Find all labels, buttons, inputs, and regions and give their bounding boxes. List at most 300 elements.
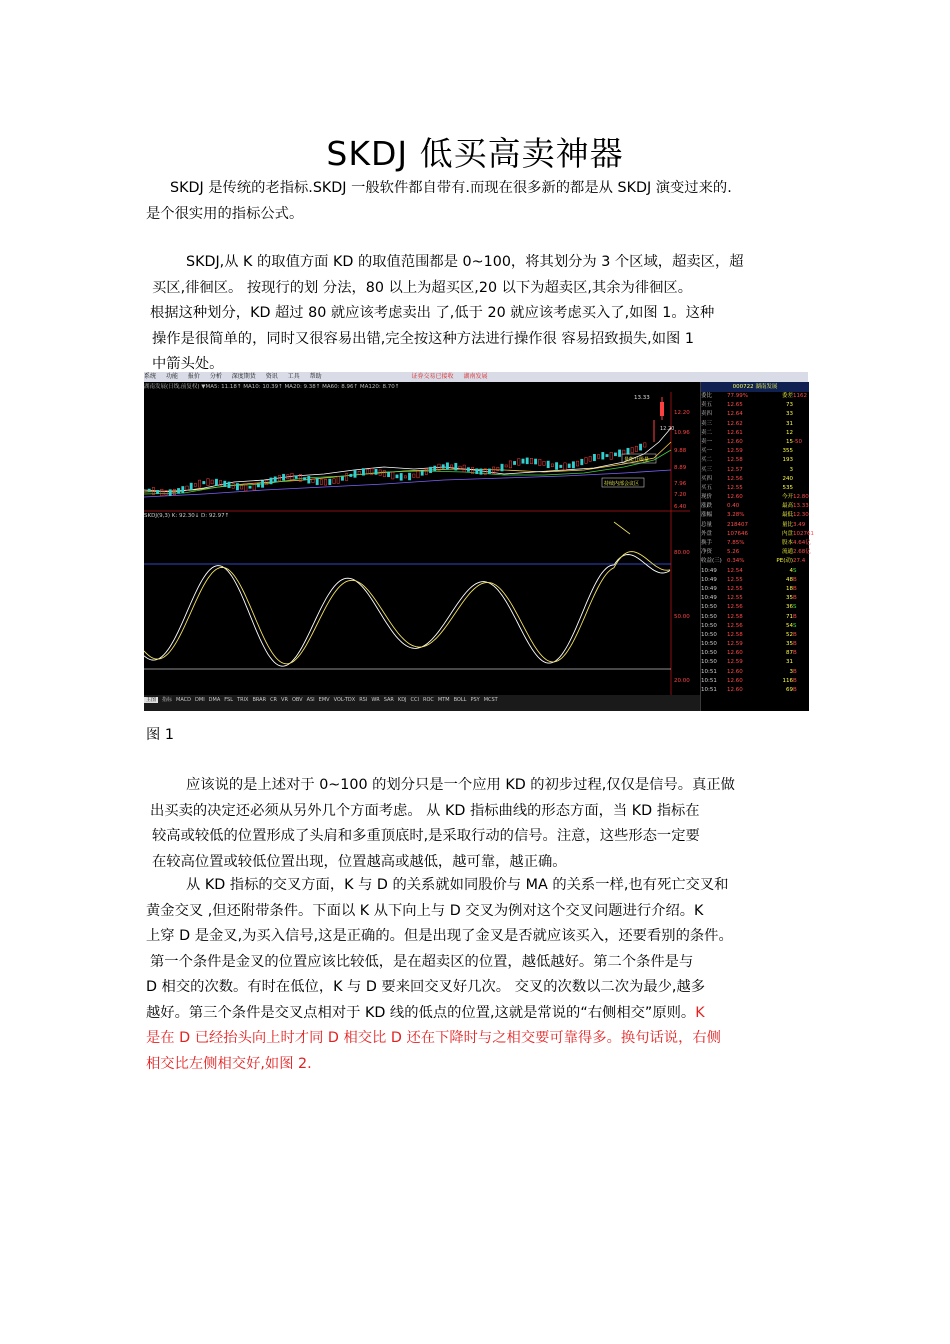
quote-cell: 0.40 xyxy=(727,503,740,510)
para-line: 根据这种划分，KD 超过 80 就应该考虑卖出 了,低于 20 就应该考虑买入了,如图 1。这种 xyxy=(150,305,715,321)
candle xyxy=(429,467,431,473)
quote-cell: 12.55 xyxy=(727,484,743,491)
indicator-tab[interactable]: ASI xyxy=(306,697,315,703)
quote-row xyxy=(701,585,809,594)
quote-cell: 69 xyxy=(786,687,793,693)
quote-cell: 3.28% xyxy=(727,512,745,519)
quote-cell: 3 xyxy=(789,466,793,473)
quote-cell: 12.62 xyxy=(727,420,743,427)
quote-row xyxy=(701,649,809,658)
quote-row xyxy=(701,613,809,622)
candle xyxy=(425,469,427,475)
quote-cell: B xyxy=(793,687,797,693)
candle xyxy=(341,477,343,481)
quote-row xyxy=(701,668,809,677)
quote-cell: B xyxy=(793,631,797,638)
para-line: 在较高位置或较低位置出现，位置越高或越低，越可靠，越正确。 xyxy=(152,853,567,870)
quote-cell: 买二 xyxy=(701,457,713,464)
indicator-tab[interactable]: FSL xyxy=(224,697,234,703)
quote-cell: 10:50 xyxy=(701,604,717,611)
candle xyxy=(644,443,646,447)
quote-cell: 193 xyxy=(782,457,793,464)
candle xyxy=(488,469,490,474)
candle xyxy=(602,452,604,459)
quote-cell: 12.60 xyxy=(727,668,743,675)
quote-cell: 外盘 xyxy=(701,530,713,537)
quote-cell: 10:50 xyxy=(701,622,717,629)
indicator-tab[interactable]: RSI xyxy=(359,697,368,703)
candle xyxy=(413,474,415,477)
indicator-tab[interactable]: OBV xyxy=(291,697,303,703)
quote-cell xyxy=(793,484,803,493)
price-tick: 7.96 xyxy=(674,481,687,487)
quote-cell: 12.57 xyxy=(727,466,743,473)
quote-panel xyxy=(700,382,814,711)
quote-cell: 10:50 xyxy=(701,631,717,638)
indicator-tab[interactable]: MTM xyxy=(437,697,450,703)
intro-line: SKDJ 是传统的老指标.SKDJ 一般软件都自带有.而现在很多新的都是从 SKDJ 演变过来的. xyxy=(170,180,732,196)
candle xyxy=(476,469,478,474)
quote-cell: 12.60 xyxy=(727,677,743,684)
quote-row xyxy=(701,530,814,539)
indicator-tab[interactable]: WR xyxy=(371,697,380,703)
quote-cell: 现价 xyxy=(701,494,713,501)
tab-main[interactable]: 主图 xyxy=(146,697,157,703)
quote-cell: 12.59 xyxy=(727,448,743,455)
quote-cell: 12.60 xyxy=(727,438,743,445)
quote-cell: B xyxy=(793,595,797,602)
quote-cell: 卖五 xyxy=(701,402,713,409)
candle xyxy=(274,477,276,482)
candle xyxy=(211,480,213,484)
candle xyxy=(568,464,570,468)
menu-item[interactable]: 资讯 xyxy=(265,373,278,380)
candle xyxy=(446,463,448,470)
candle xyxy=(463,465,465,472)
indicator-tab[interactable]: BRAR xyxy=(252,697,267,703)
candle xyxy=(215,479,217,485)
para-line-mixed xyxy=(146,1001,733,1027)
quote-cell: 54 xyxy=(786,622,793,629)
panel-head: 000722 湖南发展 xyxy=(701,382,809,392)
price-tick: 6.40 xyxy=(674,504,687,510)
quote-cell: 12.60 xyxy=(727,494,743,501)
red-line: 是在 D 已经抬头向上时才同 D 相交比 D 还在下降时与之相交要可靠得多。换句话说，右侧 xyxy=(146,1030,721,1046)
quote-cell: 10:50 xyxy=(701,650,717,657)
quote-cell: 33 xyxy=(786,411,793,418)
quote-cell: 2.68亿 xyxy=(793,549,811,556)
quote-row xyxy=(701,521,809,530)
quote-cell: 买三 xyxy=(701,466,713,473)
quote-cell: 收益(三) xyxy=(701,558,722,565)
quote-cell xyxy=(793,401,803,410)
quote-cell: 10:51 xyxy=(701,687,717,693)
candle xyxy=(560,465,562,467)
quote-cell: 12.64 xyxy=(727,411,743,418)
quote-cell: B xyxy=(793,576,797,583)
quote-cell: 最高 xyxy=(781,503,793,510)
quote-cell: 12.61 xyxy=(727,429,743,436)
quote-cell: 卖三 xyxy=(701,420,713,427)
indicator-tab[interactable]: MCST xyxy=(483,697,498,703)
quote-row xyxy=(701,594,809,603)
quote-cell: -50 xyxy=(793,438,802,445)
candle xyxy=(358,471,360,474)
quote-row xyxy=(701,438,809,447)
candle xyxy=(597,455,599,459)
quote-cell: 净资 xyxy=(701,549,713,556)
quote-cell: S xyxy=(793,622,797,629)
quote-row xyxy=(701,640,809,649)
candle xyxy=(337,477,339,483)
quote-row xyxy=(701,475,809,484)
quote-cell: 12.55 xyxy=(727,595,743,602)
candle xyxy=(177,488,179,493)
candle xyxy=(308,476,310,483)
para-line: 中箭头处。 xyxy=(152,356,224,372)
candle xyxy=(455,463,457,470)
candle xyxy=(198,480,200,487)
candle xyxy=(467,468,469,472)
candle xyxy=(240,486,242,489)
quote-cell: 10:49 xyxy=(701,595,717,602)
candle xyxy=(194,484,196,487)
indicator-tab[interactable]: VOL-TDX xyxy=(333,697,356,703)
candle xyxy=(564,463,566,470)
candle xyxy=(572,462,574,468)
quote-cell: 18 xyxy=(786,585,793,592)
candle xyxy=(203,481,205,484)
quote-cell: 5.26 xyxy=(727,549,740,556)
quote-cell: 355 xyxy=(782,448,793,455)
quote-cell xyxy=(793,466,803,475)
candle xyxy=(333,479,335,484)
red-text: K xyxy=(695,1004,705,1021)
candle xyxy=(228,482,230,488)
candle xyxy=(522,459,524,463)
candle xyxy=(614,453,616,456)
candle xyxy=(282,474,284,480)
quote-cell: B xyxy=(793,613,797,620)
candle xyxy=(316,478,318,484)
ma-line-green xyxy=(144,450,671,494)
quote-cell: 218407 xyxy=(727,521,748,528)
candle xyxy=(249,486,251,488)
quote-cell: 12.60 xyxy=(727,687,743,693)
quote-row xyxy=(701,567,809,576)
quote-cell: 10:49 xyxy=(701,576,717,583)
candle xyxy=(375,469,377,474)
quote-row xyxy=(701,686,809,695)
candle xyxy=(450,465,452,468)
indicator-tab[interactable]: DMA xyxy=(208,697,221,703)
candle xyxy=(526,458,528,464)
quote-row xyxy=(701,511,809,520)
ma-line-long xyxy=(144,470,671,497)
candle xyxy=(383,471,385,477)
quote-cell: 卖二 xyxy=(701,429,713,436)
candle xyxy=(442,465,444,469)
indicator-tab[interactable]: MACD xyxy=(176,697,192,703)
quote-row xyxy=(701,539,809,548)
quote-cell: 12.80 xyxy=(793,494,809,501)
candle xyxy=(345,474,347,481)
paragraph-kd-shape xyxy=(150,773,735,875)
quote-cell: 10:51 xyxy=(701,668,717,675)
quote-cell xyxy=(793,447,803,456)
quote-row xyxy=(701,392,809,401)
quote-cell: 卖四 xyxy=(701,411,713,418)
menu-item[interactable]: 功能 xyxy=(165,373,178,380)
candle xyxy=(631,448,633,453)
quote-cell: 委差 xyxy=(781,393,793,399)
quote-row xyxy=(701,466,809,475)
indicator-tab[interactable]: DMI xyxy=(195,697,205,703)
quote-row xyxy=(701,410,809,419)
quote-cell: 1162 xyxy=(793,393,807,399)
quote-cell: 股本 xyxy=(781,540,793,546)
quote-cell: 买五 xyxy=(701,484,713,491)
candle xyxy=(396,475,398,478)
menu-item[interactable]: 工具 xyxy=(287,373,300,380)
quote-cell: 116 xyxy=(782,677,793,684)
quote-cell: B xyxy=(793,668,797,675)
quote-cell xyxy=(793,658,803,667)
zone-annotation: 持续内部会议区 xyxy=(604,481,640,487)
quote-cell: 12.60 xyxy=(727,650,743,657)
candle xyxy=(270,478,272,484)
quote-cell: 最低 xyxy=(781,512,793,519)
kdj-tick: 80.00 xyxy=(674,550,690,556)
quote-cell: 102761 xyxy=(793,530,814,537)
paragraph-kd-range xyxy=(150,250,744,378)
candle xyxy=(148,489,150,491)
quote-row xyxy=(701,493,809,502)
candle xyxy=(417,471,419,478)
kdj-tick: 50.00 xyxy=(674,614,690,620)
quote-cell: 35 xyxy=(786,595,793,602)
arrow-annotation xyxy=(614,522,630,534)
quote-cell: 内盘 xyxy=(781,530,793,537)
price-tick: 9.88 xyxy=(674,448,687,454)
para-line: 操作是很简单的，同时又很容易出错,完全按这种方法进行操作很 容易招致损失,如图 1 xyxy=(152,330,694,347)
quote-row xyxy=(701,401,809,410)
quote-row xyxy=(701,420,809,429)
quote-cell: 12.58 xyxy=(727,631,743,638)
quote-row xyxy=(701,484,809,493)
candle xyxy=(505,465,507,467)
d-line xyxy=(144,552,670,664)
quote-cell: 48 xyxy=(786,576,793,583)
quote-cell: 535 xyxy=(782,484,793,491)
quote-cell: 12.55 xyxy=(727,576,743,583)
menu-item[interactable]: 分析 xyxy=(209,373,222,380)
quote-row xyxy=(701,502,809,511)
quote-cell: 量比 xyxy=(781,521,793,528)
indicator-tab[interactable]: EMV xyxy=(318,697,330,703)
indicator-tab[interactable]: BOLL xyxy=(453,697,467,703)
candle xyxy=(635,446,637,451)
candle xyxy=(362,468,364,475)
quote-cell: 今开 xyxy=(781,494,793,501)
quote-cell: 4 xyxy=(789,567,793,574)
indicator-tab[interactable]: TRIX xyxy=(237,697,249,703)
menu-item[interactable]: 报价 xyxy=(187,373,200,380)
price-tick: 7.20 xyxy=(674,492,687,498)
high-annotation: 13.33 xyxy=(634,395,650,401)
indicator-tab[interactable]: CCI xyxy=(410,697,419,703)
menu-item[interactable]: 帮助 xyxy=(309,373,322,380)
candle xyxy=(610,452,612,459)
quote-cell: 71 xyxy=(786,613,793,620)
quote-cell: 15 xyxy=(786,438,793,445)
indicator-tab[interactable]: 指标 xyxy=(162,697,173,703)
quote-cell: 12.56 xyxy=(727,622,743,629)
indicator-tab[interactable]: ROC xyxy=(423,697,434,703)
quote-cell: 总量 xyxy=(701,521,713,528)
quote-cell: 10:49 xyxy=(701,585,717,592)
quote-cell: 52 xyxy=(786,631,793,638)
candle xyxy=(480,469,482,475)
quote-cell: S xyxy=(793,604,797,611)
quote-cell: 4.64亿 xyxy=(793,540,811,546)
quote-cell xyxy=(793,429,803,438)
figure-caption: 图 1 xyxy=(146,727,174,743)
quote-cell: 35 xyxy=(786,641,793,648)
quote-cell: 240 xyxy=(782,475,793,482)
quote-cell: 12.59 xyxy=(727,641,743,648)
quote-cell: 流通 xyxy=(781,549,793,556)
candle xyxy=(534,459,536,464)
quote-row xyxy=(701,447,809,456)
candle xyxy=(618,450,620,457)
menu-item[interactable]: 系统 xyxy=(144,373,157,380)
candle xyxy=(324,479,326,485)
quote-row xyxy=(701,557,809,566)
candle xyxy=(434,466,436,471)
candle xyxy=(576,461,578,466)
quote-cell: 10:50 xyxy=(701,613,717,620)
candle xyxy=(224,481,226,487)
candle xyxy=(589,457,591,462)
candle xyxy=(156,490,158,493)
candle xyxy=(354,470,356,477)
quote-cell: 买四 xyxy=(701,475,713,482)
candle xyxy=(547,461,549,468)
quote-cell: B xyxy=(793,677,797,684)
quote-cell: 12.56 xyxy=(727,475,743,482)
quote-cell: 12.56 xyxy=(727,604,743,611)
quote-cell: 10:49 xyxy=(701,567,717,574)
para-line: 较高或较低的位置形成了头肩和多重顶底时,是采取行动的信号。注意，这些形态一定要 xyxy=(152,828,700,844)
para-line: 应该说的是上述对于 0~100 的划分只是一个应用 KD 的初步过程,仅仅是信号。真正做 xyxy=(186,777,735,793)
candle xyxy=(627,448,629,454)
candle xyxy=(539,459,541,465)
indicator-tab[interactable]: KDJ xyxy=(397,697,407,703)
candle xyxy=(207,479,209,486)
candle xyxy=(513,461,515,464)
candle xyxy=(400,473,402,480)
quote-cell: 10:50 xyxy=(701,659,717,666)
quote-row xyxy=(701,631,809,640)
quote-cell: 3.49 xyxy=(793,521,806,528)
candle xyxy=(421,471,423,476)
candle xyxy=(295,476,297,479)
candle xyxy=(261,481,263,488)
quote-cell: 3 xyxy=(789,668,793,675)
stock-label: 湖南发展 xyxy=(463,373,488,380)
quote-cell: 买一 xyxy=(701,448,713,455)
quote-row xyxy=(701,576,809,585)
indicator-tabs xyxy=(144,695,700,711)
candle xyxy=(186,486,188,490)
quote-cell: B xyxy=(793,585,797,592)
candle xyxy=(320,480,322,485)
quote-cell xyxy=(793,420,803,429)
candle xyxy=(551,464,553,467)
price-tick: 10.96 xyxy=(674,430,690,436)
para-line: SKDJ,从 K 的取值方面 KD 的取值范围都是 0~100，将其划分为 3 个区域，超卖区，超 xyxy=(186,254,744,270)
indicator-tab[interactable]: SAR xyxy=(383,697,394,703)
quote-row xyxy=(701,677,809,686)
quote-cell: 31 xyxy=(786,659,793,666)
candle xyxy=(392,472,394,479)
quote-cell: 换手 xyxy=(701,540,713,546)
candle xyxy=(593,454,595,461)
indicator-tab[interactable]: PSY xyxy=(470,697,480,703)
candle xyxy=(169,490,171,496)
candle xyxy=(257,484,259,487)
quote-cell: 107646 xyxy=(727,530,748,537)
quote-row xyxy=(701,456,809,465)
candle xyxy=(366,469,368,473)
quote-cell xyxy=(793,475,803,484)
price-tick: 12.20 xyxy=(674,410,690,416)
quote-row xyxy=(701,548,809,557)
price-chart xyxy=(144,372,690,695)
quote-cell xyxy=(793,410,803,419)
candle xyxy=(190,483,192,490)
para-line: 越好。第三个条件是交叉点相对于 KD 线的低点的位置,这就是常说的“右侧相交”原则。 xyxy=(146,1004,696,1021)
candle xyxy=(639,444,641,450)
quote-row xyxy=(701,603,809,612)
price-annotation: 12.20 xyxy=(660,426,675,432)
quote-row xyxy=(701,658,809,667)
candle xyxy=(404,476,406,478)
quote-cell: S xyxy=(793,567,797,574)
quote-cell: 12.59 xyxy=(727,659,743,666)
quote-cell: 12.30 xyxy=(793,512,809,519)
quote-cell: 36 xyxy=(786,604,793,611)
para-line: 从 KD 指标的交叉方面，K 与 D 的关系就如同股价与 MA 的关系一样,也有死亡交叉和 xyxy=(186,877,729,893)
quote-cell: 87 xyxy=(786,650,793,657)
candle xyxy=(509,461,511,468)
quote-cell: 0.34% xyxy=(727,558,745,565)
menu-item[interactable]: 深度期货 xyxy=(231,373,256,380)
indicator-tab[interactable]: VR xyxy=(281,697,288,703)
candle xyxy=(303,478,305,480)
candle xyxy=(581,459,583,465)
candle xyxy=(518,459,520,466)
kdj-info-line: SKDJ(9,3) K: 92.30↓ D: 92.97↑ xyxy=(144,513,230,519)
para-line: 上穿 D 是金叉,为买入信号,这是正确的。但是出现了金叉是否就应该买入，还要看别的条件。 xyxy=(146,928,733,944)
quote-cell: 7.85% xyxy=(727,540,745,546)
para-line: 第一个条件是金叉的位置应该比较低，是在超卖区的位置，越低越好。第二个条件是与 xyxy=(150,953,694,970)
indicator-tab[interactable]: CR xyxy=(270,697,278,703)
para-line: D 相交的次数。有时在低位，K 与 D 要来回交叉好几次。 交叉的次数以二次为最少,越多 xyxy=(146,979,706,995)
price-tick: 8.89 xyxy=(674,465,687,471)
para-line: 出买卖的决定还必须从另外几个方面考虑。 从 KD 指标曲线的形态方面，当 KD 指标在 xyxy=(150,802,700,819)
